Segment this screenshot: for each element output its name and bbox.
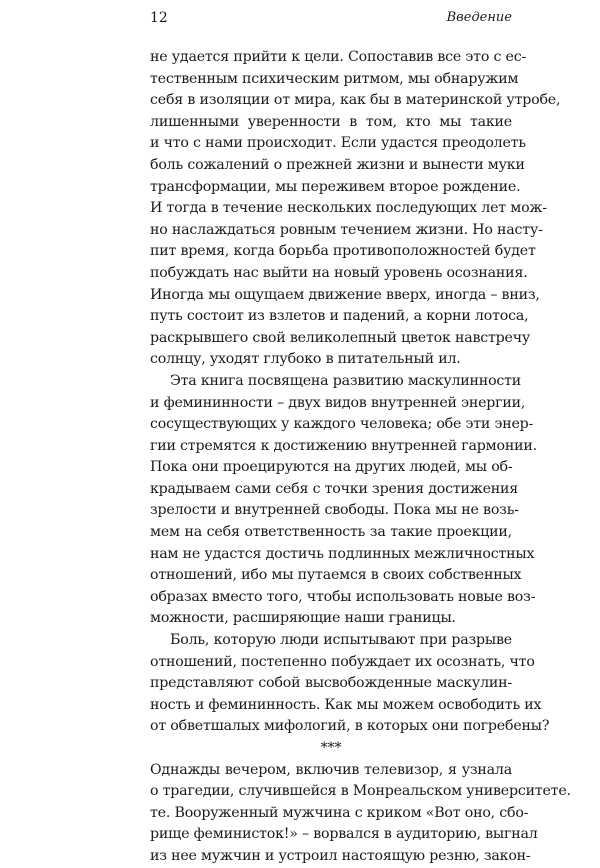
text-line: образах вместо того, чтобы использовать новые воз-: [150, 588, 536, 605]
text-line: путь состоит из взлетов и падений, а корни лотоса,: [150, 308, 529, 325]
text-line: Иногда мы ощущаем движение вверх, иногда – вниз,: [150, 286, 540, 303]
text-line: отношений, постепенно побуждает их осознать, что: [150, 653, 535, 670]
text-line: представляют собой высвобожденные маскулин-: [150, 675, 512, 692]
text-line: можности, расширяющие наши границы.: [150, 610, 456, 627]
text-line: Эта книга посвящена развитию маскулинности: [170, 372, 522, 389]
text-line: из нее мужчин и устроил настоящую резню, закон-: [150, 847, 531, 864]
paragraph-1: [150, 47, 561, 371]
body-text: [150, 47, 571, 868]
text-line: не удается прийти к цели. Сопоставив все это с ес-: [150, 49, 527, 65]
text-line: раскрывшего свой великолепный цветок навстречу: [150, 329, 531, 346]
text-line: лишенными уверенности в том, кто мы такие: [150, 113, 512, 130]
text-line: трансформации, мы переживем второе рождение.: [150, 178, 521, 195]
text-line: отношений, ибо мы путаемся в своих собственных: [150, 567, 522, 584]
text-line: Однажды вечером, включив телевизор, я узнала: [150, 761, 512, 778]
text-line: тественным психическим ритмом, мы обнаружим: [150, 70, 519, 87]
text-line: от обветшалых мифологий, в которых они погребены?: [150, 718, 550, 735]
paragraph-4: [150, 760, 571, 868]
text-line: мем на себя ответственность за такие проекции,: [150, 524, 512, 541]
text-line: и что с нами происходит. Если удастся преодолеть: [150, 135, 526, 152]
text-line: но наслаждаться ровным течением жизни. Но насту-: [150, 221, 543, 238]
text-line: и фемининности – двух видов внутренней энергии,: [150, 394, 526, 411]
text-line: солнцу, уходят глубоко в питательный ил.: [150, 351, 461, 368]
page-number: 12: [150, 10, 168, 26]
text-line: себя в изоляции от мира, как бы в материнской утробе,: [150, 92, 561, 109]
text-line: зрелости и внутренней свободы. Пока мы не возь-: [150, 502, 519, 519]
page-header: [150, 10, 512, 30]
text-line: гии стремятся к достижению внутренней гармонии.: [150, 437, 537, 454]
text-line: нам не удастся достичь подлинных межличностных: [150, 545, 535, 562]
text-line: пит время, когда борьба противоположностей будет: [150, 243, 536, 260]
running-title: Введение: [446, 10, 512, 25]
text-line: боль сожалений о прежней жизни и вынести муки: [150, 156, 525, 173]
text-line: крадываем сами себя с точки зрения достижения: [150, 480, 519, 497]
text-line: ность и фемининность. Как мы можем освободить их: [150, 696, 542, 713]
paragraph-3: [150, 630, 550, 738]
text-line: те. Вооруженный мужчина с криком «Вот оно, сбо-: [150, 804, 529, 821]
text-line: Пока они проецируются на других людей, мы об-: [150, 459, 513, 476]
text-line: Боль, которую люди испытывают при разрыве: [170, 632, 512, 649]
text-line: И тогда в течение нескольких последующих лет мож-: [150, 200, 547, 217]
section-separator: ***: [320, 740, 342, 756]
paragraph-2: [150, 371, 537, 630]
text-line: о трагедии, случившейся в Монреальском университете.: [150, 783, 571, 800]
text-line: сосуществующих у каждого человека; обе эти энер-: [150, 416, 534, 433]
text-line: рище феминисток!» – ворвался в аудиторию, выгнал: [150, 826, 538, 843]
text-line: побуждать нас выйти на новый уровень осознания.: [150, 264, 528, 281]
